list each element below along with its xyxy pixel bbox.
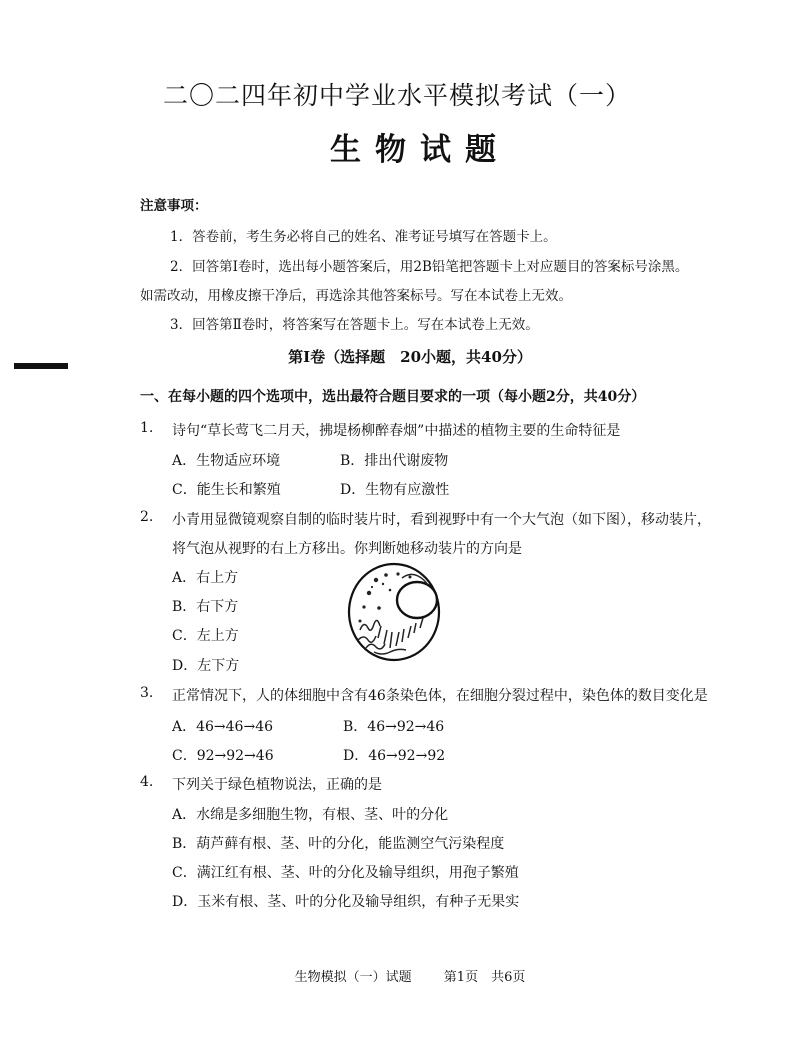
question-4-option-d: D．玉米有根、茎、叶的分化及输导组织，有种子无果实 <box>172 894 520 910</box>
note-item-1: 1．答卷前，考生务必将自己的姓名、准考证号填写在答题卡上。 <box>170 229 557 245</box>
question-2-option-c: C．左上方 <box>172 628 239 644</box>
question-4-option-a: A．水绵是多细胞生物，有根、茎、叶的分化 <box>172 807 449 823</box>
question-2-number: 2. <box>140 509 154 525</box>
note-item-2: 2．回答第Ⅰ卷时，选出每小题答案后，用2B铅笔把答题卡上对应题目的答案标号涂黑。 <box>170 259 689 275</box>
question-1-option-a: A．生物适应环境 <box>172 453 281 469</box>
question-3-text: 正常情况下，人的体细胞中含有46条染色体，在细胞分裂过程中，染色体的数目变化是 <box>172 688 708 704</box>
question-2-option-d: D．左下方 <box>172 658 240 674</box>
question-2-text-line-1: 小青用显微镜观察自制的临时装片时，看到视野中有一个大气泡（如下图），移动装片， <box>172 512 711 528</box>
air-bubble <box>397 582 437 618</box>
question-4-option-c: C．满江红有根、茎、叶的分化及输导组织，用孢子繁殖 <box>172 865 519 881</box>
question-1-option-d: D．生物有应激性 <box>340 482 450 498</box>
question-3-option-c: C．92→92→46 <box>172 748 274 764</box>
question-3-option-a: A．46→46→46 <box>172 719 274 735</box>
part-heading: 一、在每小题的四个选项中，选出最符合题目要求的一项（每小题2分，共40分） <box>140 389 646 405</box>
question-1-option-b: B．排出代谢废物 <box>340 453 449 469</box>
question-2-option-a: A．右上方 <box>172 570 239 586</box>
notes-heading: 注意事项： <box>140 198 208 214</box>
microscope-field-image <box>346 560 442 662</box>
footer-subject: 生物模拟（一）试题 <box>294 970 412 985</box>
question-3-option-b: B．46→92→46 <box>343 719 445 735</box>
question-1-number: 1. <box>140 420 154 436</box>
section-title: 第Ⅰ卷（选择题 20小题，共40分） <box>288 348 532 366</box>
footer-page-number: 第1页 共6页 <box>443 970 526 985</box>
question-1-option-c: C．能生长和繁殖 <box>172 482 281 498</box>
page-footer <box>0 966 794 985</box>
note-item-3: 3．回答第Ⅱ卷时，将答案写在答题卡上。写在本试卷上无效。 <box>170 317 539 333</box>
question-2-option-b: B．右下方 <box>172 599 239 615</box>
question-1-text: 诗句“草长莺飞二月天，拂堤杨柳醉春烟”中描述的植物主要的生命特征是 <box>172 423 621 439</box>
question-3-number: 3. <box>140 685 154 701</box>
question-4-number: 4. <box>140 774 154 790</box>
question-4-text: 下列关于绿色植物说法，正确的是 <box>172 777 382 793</box>
subject-title: 生物试题 <box>330 132 510 168</box>
note-item-2-continued: 如需改动，用橡皮擦干净后，再选涂其他答案标号。写在本试卷上无效。 <box>140 288 572 304</box>
exam-title: 二〇二四年初中学业水平模拟考试（一） <box>162 81 631 110</box>
question-3-option-d: D．46→92→92 <box>343 748 446 764</box>
question-2-text-line-2: 将气泡从视野的右上方移出。你判断她移动装片的方向是 <box>172 541 522 557</box>
question-4-option-b: B．葫芦藓有根、茎、叶的分化，能监测空气污染程度 <box>172 836 505 852</box>
